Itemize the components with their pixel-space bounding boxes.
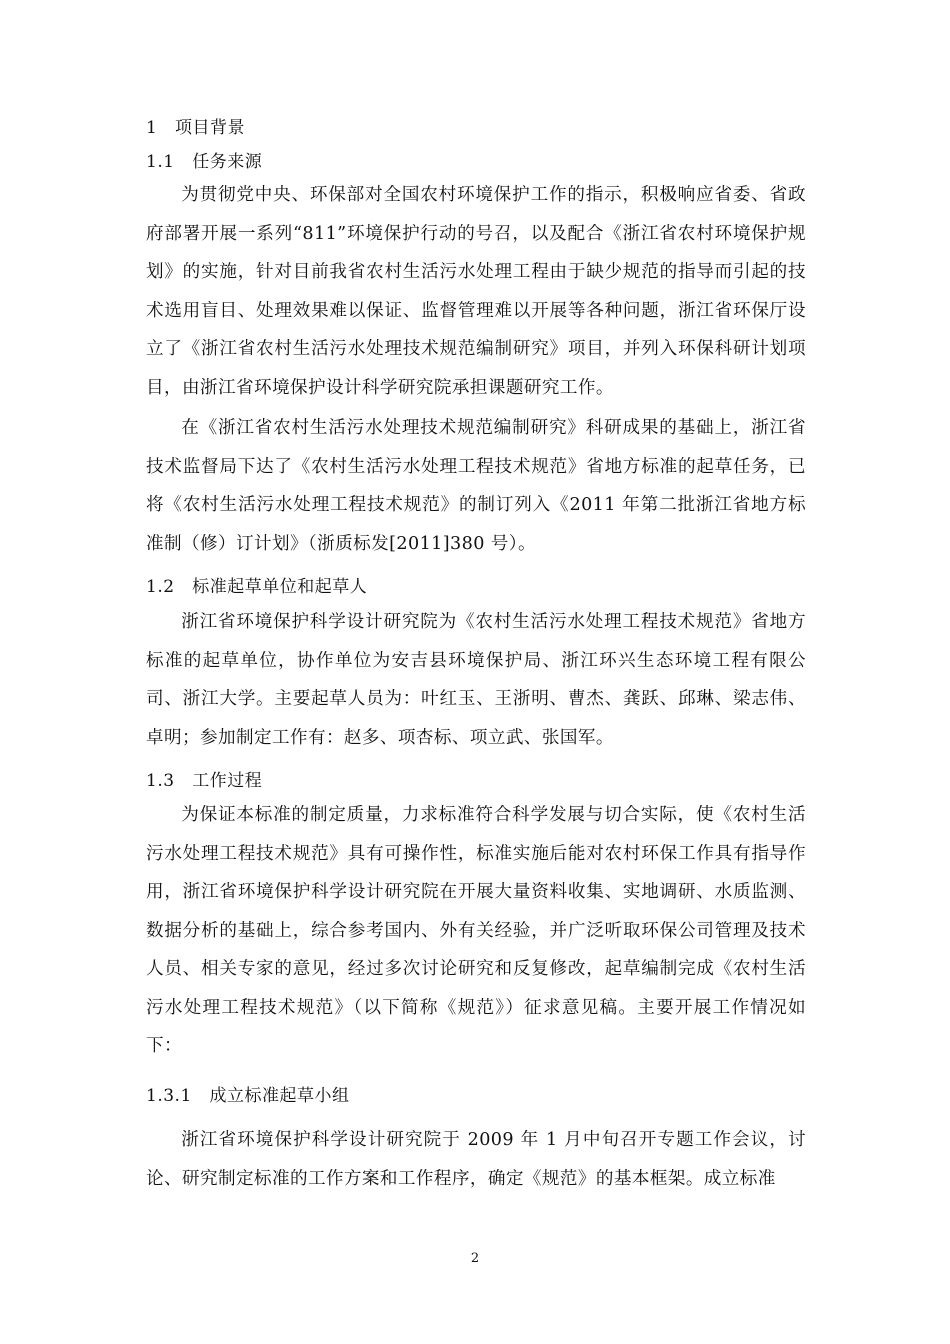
section-heading-1-2: 1.2 标准起草单位和起草人 <box>146 577 368 597</box>
paragraph-task-source-2: 在《浙江省农村生活污水处理技术规范编制研究》科研成果的基础上，浙江省技术监督局下达了《农村生活污水处理工程技术规范》省地方标准的起草任务，已将《农村生活污水处理工程技术规范》的制订列入《2011 年第二批浙江省地方标准制（修）订计划》（浙质标发[2011]380 号）。 <box>146 418 806 554</box>
page-number: 2 <box>470 1251 480 1266</box>
paragraph-work-process: 为保证本标准的制定质量，力求标准符合科学发展与切合实际，使《农村生活污水处理工程技术规范》具有可操作性，标准实施后能对农村环保工作具有指导作用，浙江省环境保护科学设计研究院在开展大量资料收集、实地调研、水质监测、数据分析的基础上，综合参考国内、外有关经验，并广泛听取环保公司管理及技术人员、相关专家的意见，经过多次讨论研究和反复修改，起草编制完成《农村生活污水处理工程技术规范》（以下简称《规范》）征求意见稿。主要开展工作情况如下： <box>146 805 806 1056</box>
section-heading-1-1: 1.1 任务来源 <box>146 152 263 172</box>
paragraph-drafting-units: 浙江省环境保护科学设计研究院为《农村生活污水处理工程技术规范》省地方标准的起草单位，协作单位为安吉县环境保护局、浙江环兴生态环境工程有限公司、浙江大学。主要起草人员为：叶红玉、王浙明、曹杰、龚跃、邱琳、梁志伟、卓明；参加制定工作有：赵多、项杏标、项立武、张国军。 <box>146 612 806 748</box>
paragraph-drafting-group: 浙江省环境保护科学设计研究院于 2009 年 1 月中旬召开专题工作会议，讨论、研究制定标准的工作方案和工作程序，确定《规范》的基本框架。成立标准 <box>146 1130 806 1189</box>
section-heading-1-3-1: 1.3.1 成立标准起草小组 <box>146 1086 350 1106</box>
section-heading-1-3: 1.3 工作过程 <box>146 771 263 791</box>
section-heading-1: 1 项目背景 <box>146 118 246 138</box>
paragraph-task-source-1: 为贯彻党中央、环保部对全国农村环境保护工作的指示，积极响应省委、省政府部署开展一系列“811”环境保护行动的号召，以及配合《浙江省农村环境保护规划》的实施，针对目前我省农村生活污水处理工程由于缺少规范的指导而引起的技术选用盲目、处理效果难以保证、监督管理难以开展等各种问题，浙江省环保厅设立了《浙江省农村生活污水处理技术规范编制研究》项目，并列入环保科研计划项目，由浙江省环境保护设计科学研究院承担课题研究工作。 <box>146 185 806 398</box>
